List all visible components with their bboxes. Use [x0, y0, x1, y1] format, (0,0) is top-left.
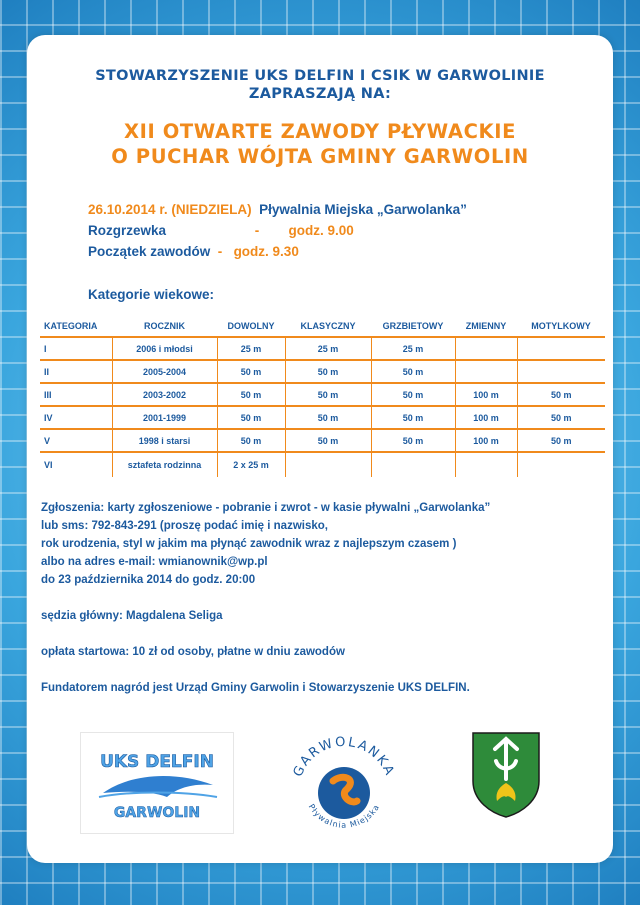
cell-medley — [455, 452, 517, 477]
header-category: KATEGORIA — [40, 316, 112, 337]
cell-backstroke — [371, 452, 455, 477]
start-label: Początek zawodów — [88, 244, 211, 259]
cell-butterfly — [517, 360, 605, 383]
cell-freestyle: 50 m — [217, 429, 285, 452]
garwolanka-name: GARWOLANKA — [290, 734, 398, 780]
cell-freestyle: 50 m — [217, 406, 285, 429]
event-date-line — [88, 202, 467, 217]
cell-year: sztafeta rodzinna — [112, 452, 217, 477]
organizer-line-2: ZAPRASZAJĄ NA: — [248, 86, 392, 102]
cell-backstroke: 50 m — [371, 383, 455, 406]
gmina-garwolin-coat-of-arms — [471, 731, 541, 819]
registration-line-5: do 23 października 2014 do godz. 20:00 — [41, 574, 256, 586]
cell-butterfly — [517, 452, 605, 477]
organizer-heading — [27, 67, 613, 103]
event-date: 26.10.2014 r. (NIEDZIELA) — [88, 202, 252, 217]
cell-butterfly: 50 m — [517, 429, 605, 452]
table-row — [40, 429, 605, 452]
header-butterfly: MOTYLKOWY — [517, 316, 605, 337]
table-row — [40, 337, 605, 360]
cell-butterfly — [517, 337, 605, 360]
cell-breaststroke: 50 m — [285, 360, 371, 383]
warmup-dash: - — [254, 223, 260, 238]
warmup-line — [88, 223, 354, 238]
cell-freestyle: 25 m — [217, 337, 285, 360]
prize-sponsors: Fundatorem nagród jest Urząd Gminy Garwolin i Stowarzyszenie UKS DELFIN. — [41, 682, 470, 694]
registration-line-3: rok urodzenia, styl w jakim ma płynąć zawodnik wraz z najlepszym czasem ) — [41, 538, 457, 550]
cell-backstroke: 50 m — [371, 429, 455, 452]
warmup-label: Rozgrzewka — [88, 223, 167, 238]
cell-medley: 100 m — [455, 383, 517, 406]
garwolanka-subtitle: Pływalnia Miejska — [306, 802, 382, 830]
cell-freestyle: 2 x 25 m — [217, 452, 285, 477]
registration-line-4: albo na adres e-mail: wmianownik@wp.pl — [41, 556, 268, 568]
cell-freestyle: 50 m — [217, 360, 285, 383]
header-medley: ZMIENNY — [455, 316, 517, 337]
delfin-logo-bottom-text: GARWOLIN — [113, 805, 201, 821]
cell-year: 1998 i starsi — [112, 429, 217, 452]
table-header-row — [40, 316, 605, 337]
registration-notes — [41, 499, 606, 697]
cell-medley: 100 m — [455, 406, 517, 429]
cell-year: 2001-1999 — [112, 406, 217, 429]
table-row — [40, 406, 605, 429]
cell-backstroke: 25 m — [371, 337, 455, 360]
cell-category: I — [40, 337, 112, 360]
cell-medley — [455, 360, 517, 383]
cell-breaststroke — [285, 452, 371, 477]
header-backstroke: GRZBIETOWY — [371, 316, 455, 337]
event-venue: Pływalnia Miejska „Garwolanka” — [259, 202, 467, 217]
warmup-time: godz. 9.00 — [288, 223, 354, 238]
cell-category: VI — [44, 460, 53, 470]
cell-category: III — [40, 383, 112, 406]
cell-breaststroke: 25 m — [285, 337, 371, 360]
cell-freestyle: 50 m — [217, 383, 285, 406]
cell-category: II — [40, 360, 112, 383]
uks-delfin-logo — [80, 732, 234, 834]
start-time: godz. 9.30 — [233, 244, 299, 259]
cell-breaststroke: 50 m — [285, 383, 371, 406]
age-categories-table — [40, 316, 605, 477]
cell-butterfly: 50 m — [517, 383, 605, 406]
poster-panel — [27, 35, 613, 863]
start-line — [88, 244, 299, 259]
cell-medley: 100 m — [455, 429, 517, 452]
cell-category: IV — [40, 406, 112, 429]
header-breaststroke: KLASYCZNY — [285, 316, 371, 337]
cell-backstroke: 50 m — [371, 406, 455, 429]
cell-year: 2003-2002 — [112, 383, 217, 406]
cell-medley — [455, 337, 517, 360]
delfin-logo-top-text: UKS DELFIN — [100, 752, 214, 772]
cell-year: 2006 i młodsi — [112, 337, 217, 360]
event-title — [27, 119, 613, 169]
entry-fee: opłata startowa: 10 zł od osoby, płatne w dniu zawodów — [41, 646, 345, 658]
cell-year: 2005-2004 — [112, 360, 217, 383]
event-title-line-1: XII OTWARTE ZAWODY PŁYWACKIE — [123, 120, 517, 143]
registration-line-1: Zgłoszenia: karty zgłoszeniowe - pobranie i zwrot - w kasie pływalni „Garwolanka” — [41, 502, 491, 514]
cell-category: V — [40, 429, 112, 452]
table-row — [40, 452, 605, 477]
table-row — [40, 383, 605, 406]
event-title-line-2: O PUCHAR WÓJTA GMINY GARWOLIN — [111, 145, 529, 168]
cell-breaststroke: 50 m — [285, 429, 371, 452]
header-freestyle: DOWOLNY — [217, 316, 285, 337]
table-row — [40, 360, 605, 383]
start-dash: - — [217, 244, 223, 259]
organizer-line-1: STOWARZYSZENIE UKS DELFIN I CSIK W GARWOLINIE — [95, 68, 545, 84]
cell-butterfly: 50 m — [517, 406, 605, 429]
age-categories-title: Kategorie wiekowe: — [88, 287, 215, 302]
garwolanka-logo — [285, 729, 403, 841]
cell-breaststroke: 50 m — [285, 406, 371, 429]
registration-line-2: lub sms: 792-843-291 (proszę podać imię i nazwisko, — [41, 520, 328, 532]
cell-backstroke: 50 m — [371, 360, 455, 383]
header-year: ROCZNIK — [112, 316, 217, 337]
head-judge: sędzia główny: Magdalena Seliga — [41, 610, 223, 622]
